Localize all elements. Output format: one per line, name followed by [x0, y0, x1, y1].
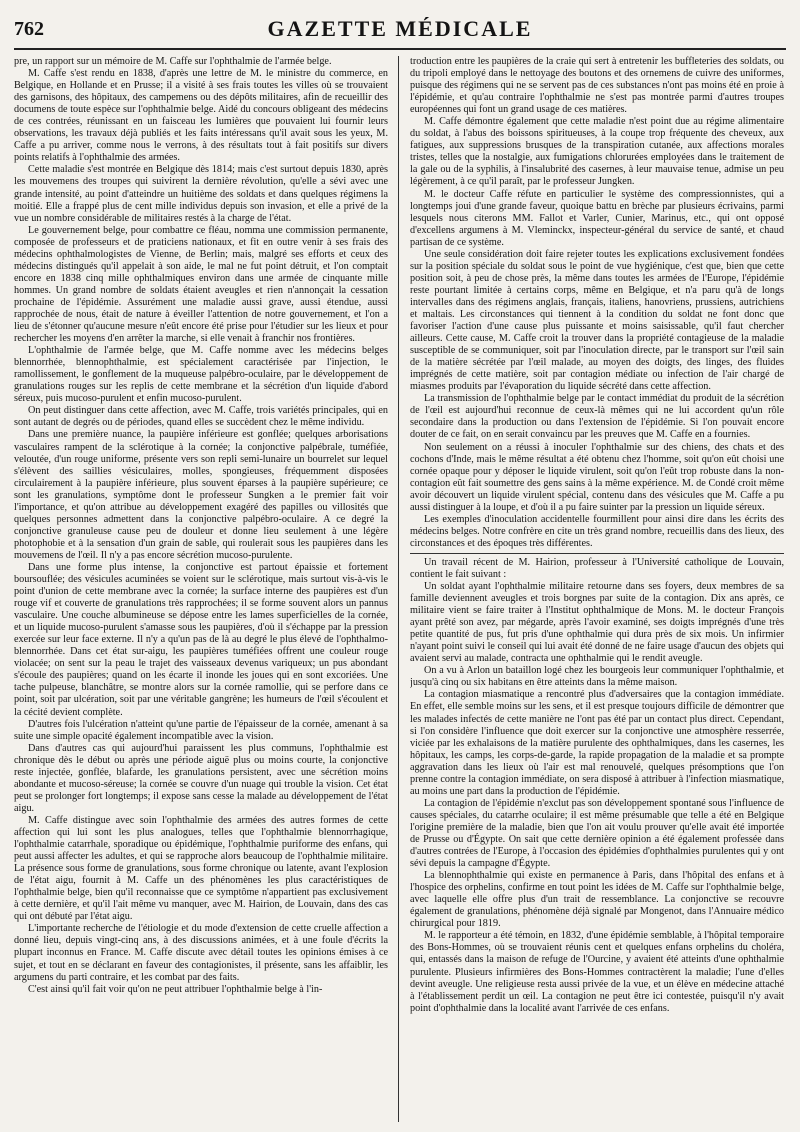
paragraph: C'est ainsi qu'il fait voir qu'on ne peut attribuer l'ophthalmie belge à l'in-	[28, 983, 323, 995]
paragraph: Les exemples d'inoculation accidentelle fourmillent pour ainsi dire dans les écrits des médecins belges. Notre confrère en cite un très grand nombre, recueillis dans des lieux, des circonstances et des époques très différentes.	[410, 514, 784, 554]
paragraph: L'importante recherche de l'étiologie et du mode d'extension de cette cruelle affection a donné lieu, depuis vingt-cinq ans, à des discussions animées, et à une foule d'écrits la plupart inconnus en France. M. Caffe discute avec détail toutes les opinions émises à ce sujet, et tout en se déclarant en faveur des contagionistes, il présente, sans les affaiblir, les argumens du parti contraire, et les combat par des faits.	[14, 923, 388, 983]
paragraph: On a vu à Arlon un bataillon logé chez les bourgeois leur communiquer l'ophthalmie, et jusqu'à cinq ou six habitans en être atteints dans la même maison.	[410, 665, 784, 689]
paragraph: Une seule considération doit faire rejeter toutes les explications exclusivement fondées sur la position spéciale du soldat sous le point de vue hygiénique, c'est que, bien que cette position soit, à peu de chose près, la même dans toutes les armées de l'Europe, l'épidémie reste pourtant limitée à certains corps, même en Belgique, et n'a paru qu'à de longs intervalles dans des régimens anglais, français, italiens, hanovriens, prussiens, autrichiens et maltais. Les circonstances qui tiennent à la condition du soldat ne font donc que favoriser l'action d'une cause plus puissante et moins saisissable, qu'il faut chercher ailleurs. Cette cause, M. Caffe croit la trouver dans la propriété contagieuse de la maladie susceptible de se communiquer, soit par l'inoculation directe, par le transport sur l'œil sain de la matière sécrétée par l'œil malade, au moyen des doigts, des linges, des fluides imprégnés de cette matière, soit par contagion médiate ou infection de l'air chargé de miasmes produits par l'évaporation du liquide sécrété dans cette affection.	[410, 248, 784, 393]
paragraph: M. Caffe démontre également que cette maladie n'est point due au régime alimentaire du soldat, à l'abus des boissons spiritueuses, à la coupe trop fréquente des cheveux, aux fatigues, aux suppressions brusques de la transpiration cutanée, aux affections morales tristes, telles que la nostalgie, aux fumigations chlorurées employées dans le traitement de la gale ou de la syphilis, à l'insalubrité des casernes, à leur mauvaise tenue, admise un peu légèrement, à ce qu'il paraît, par le professeur Jungken.	[410, 116, 784, 188]
left-column	[14, 56, 388, 1122]
paragraph: D'autres fois l'ulcération n'atteint qu'une partie de l'épaisseur de la cornée, amenant à sa suite une simple opacité également incompatible avec la vision.	[14, 718, 388, 742]
paragraph: La blennophthalmie qui existe en permanence à Paris, dans l'hôpital des enfans et à l'hospice des orphelins, confirme en tout point les idées de M. Caffe sur l'ophthalmie belge, avec laquelle elle offre plus d'un trait de ressemblance. La conjonctive se recouvre également de granulations, phénomène déjà signalé par Mongenot, dans l'Annuaire médico chirurgical pour 1819.	[410, 870, 784, 930]
journal-title: GAZETTE MÉDICALE	[267, 16, 533, 41]
page-number: 762	[14, 18, 44, 40]
paragraph: Dans une forme plus intense, la conjonctive est partout épaissie et fortement boursouflée; des vésicules acuminées se voient sur le sclérotique, mais surtout vis-à-vis le point d'union de cette membrane avec la cornée; la surface interne des paupières est d'un rouge vif et couverte de granulations très rapprochées; il se forme souvent alors un pannus vasculaire. Une couche albumineuse se dépose entre les lames superficielles de la cornée, et un liquide mucoso-purulent s'amasse sous les paupières, d'où il s'échappe par la pression exercée sur leur face externe. Il n'y a qu'un pas de là au degré le plus élevé de l'ophthalmo-blennorrhée. Dans cet état sur-aigu, les paupières tuméfiées offrent une couleur rouge violacée; on sent sur la peau le trajet des vaisseaux devenus variqueux; un pus abondant s'écoule des paupières; quand on les écarte il inonde les joues qui en sont excoriées. Une tache pulpeuse, blanchâtre, se montre alors sur la cornée ramollie, qui se perfore dans ce point, soit par ulcération, soit par une véritable gangrène; les humeurs de l'œil s'écoulent et la cécité devient complète.	[14, 561, 388, 718]
paragraph: La contagion de l'épidémie n'exclut pas son développement spontané sous l'influence de causes spéciales, du catarrhe oculaire; il est même présumable que telle a été en Belgique l'origine première de la maladie, bien que l'on ait voulu prouver qu'elle avait été importée de Prusse ou d'Égypte. On sait que cette dernière opinion a été également professée dans d'autres contrées de l'Europe, à l'occasion des épidémies d'ophthalmies purulentes qui y ont sévi depuis la campagne d'Égypte.	[410, 797, 784, 870]
paragraph: M. Caffe s'est rendu en 1838, d'après une lettre de M. le ministre du commerce, en Belgique, en Hollande et en Prusse; il a visité à ses frais toutes les villes où se trouvaient des garnisons, des hôpitaux, des campemens ou des dépôts militaires, afin de recueillir des documens de toute espèce sur l'ophthalmie belge. Aidé du concours obligeant des médecins de ces contrées, réunissant en un faisceau les lumières que pouvaient lui fournir leurs observations, les travaux déjà publiés et les faits intéressans qu'il avait sous les yeux, M. Caffe a pu arriver, comme nous le verrons, à des résultats tout à fait positifs sur divers points relatifs à l'ophthalmie des armées.	[14, 68, 388, 164]
column-divider	[398, 56, 399, 1122]
paragraph: Dans une première nuance, la paupière inférieure est gonflée; quelques arborisations vasculaires rampent de la sclérotique à la cornée; la conjonctive palpébrale, tuméfiée, veloutée, d'un rouge uniforme, présente vers son repli semi-lunaire un bourrelet sur lequel s'élèvent des saillies vésiculaires, molles, spongieuses, fréquemment disposées circulairement à la paupière inférieure, plus souvent éparses à la paupière supérieure; ce sont les granulations, symptôme dont le professeur Sungken a le premier fait voir l'importance, et qu'on attribue au développement exagéré des papilles ou villosités que quelques personnes admettent dans la conjonctive palpébro-oculaire. A ce degré la conjonctive granuleuse cause peu de douleur et donne lieu seulement à une légère photophobie et à la sensation d'un grain de sable, qui roulerait sous les paupières dans les mouvemens de l'œil. Il n'y a pas encore sécrétion mucoso-purulente.	[14, 429, 388, 561]
paragraph: Non seulement on a réussi à inoculer l'ophthalmie sur des chiens, des chats et des cochons d'Inde, mais le même résultat a été obtenu chez l'homme, soit qu'on eût choisi une cornée opaque pour y déposer le liquide virulent, soit qu'on l'eût trop robuste dans la non-contagion eût fait soumettre des gens sains à la même expérience. M. de Condé croit même avoir découvert un liquide virulent spécial, contenu dans des vésicules que M. Caffe a pu aussi distinguer à la loupe, et d'où il a pu faire suinter par la pression un liquide séreux.	[410, 441, 784, 513]
paragraph: Un soldat ayant l'ophthalmie militaire retourne dans ses foyers, deux membres de sa famille deviennent aveugles et trois borgnes par suite de la contagion. Dix ans après, ce militaire vient se faire traiter à l'Institut ophthalmique de Mons. M. le docteur François ayant prêté son avez, par mégarde, après l'avoir examiné, ses doigts imprégnés d'une très petite quantité de pus, fut pris d'une ophthalmie qui dura près de six mois. Un infirmier n'ayant point suivi le conseil qui lui avait été donné de ne faire usage d'aucun des objets qui avaient servi au malade, contracta une ophthalmie qui le rendit aveugle.	[410, 581, 784, 665]
paragraph: Dans d'autres cas qui aujourd'hui paraissent les plus communs, l'ophthalmie est chronique dès le début ou après une période aiguë plus ou moins courte, la conjonctive reste injectée, gonflée, blafarde, les granulations persistent, avec une sécrétion moins abondante et mucoso-séreuse; la cornée se couvre d'un nuage qui trouble la vision. Cet état peut se prolonger fort longtemps; il expose sans cesse la malade au développement de l'état aigu.	[14, 742, 388, 814]
paragraph: L'ophthalmie de l'armée belge, que M. Caffe nomme avec les médecins belges blennorrhée, blennophthalmie, est spécialement caractérisée par l'injection, le ramollissement, le gonflement de la muqueuse palpébro-oculaire, par le développement de granulations rouges sur les replis de cette membrane et la sécrétion d'un liquide d'abord séreux, puis mucoso-purulent et enfin mucoso-purulent.	[14, 345, 388, 405]
paragraph: On peut distinguer dans cette affection, avec M. Caffe, trois variétés principales, qui en sont autant de degrés ou de périodes, quand elles se succèdent chez le même individu.	[14, 405, 388, 429]
paragraph: Cette maladie s'est montrée en Belgique dès 1814; mais c'est surtout depuis 1830, après les mouvemens des troupes qui suivirent la dernière révolution, qu'elle a sévi avec une grande intensité, au point d'atteindre un huitième des soldats et dans quelques régimens la moitié. Elle a frappé plus de cent mille individus depuis son invasion, et elle a privé de la vue un nombre considérable de militaires restés à la charge de l'état.	[14, 164, 388, 224]
right-column	[410, 56, 784, 1122]
paragraph: pre, un rapport sur un mémoire de M. Caffe sur l'ophthalmie de l'armée belge.	[14, 56, 332, 67]
paragraph: M. le rapporteur a été témoin, en 1832, d'une épidémie semblable, à l'hôpital temporaire des Bons-Hommes, où se trouvaient réunis cent et quelques enfans orphelins du choléra, qui, entassés dans la maison de refuge de l'Ourcine, y avaient été atteints d'une ophthalmie purulente. Plusieurs infirmières des Bons-Hommes contractèrent la maladie; l'une d'elles devint aveugle. Une religieuse resta aussi privée de la vue, et un élève en médecine attaché à l'établissement perdit un œil. La contagion ne peut être ici contestée, puisqu'il n'y avait point d'ophthalmie dans la localité avant l'arrivée de ces enfans.	[410, 930, 784, 1014]
paragraph: M. Caffe distingue avec soin l'ophthalmie des armées des autres formes de cette affection qui lui sont les plus analogues, telles que l'ophthalmie blennorrhagique, l'ophthalmie catarrhale, sporadique ou épidémique, l'ophthalmie puriforme des enfans, qui peut aussi affecter les adultes, et qui se rapproche alors beaucoup de l'ophthalmie militaire. La présence sous forme de granulations, sous forme chronique ou latente, avant l'explosion de l'état aigu, fournit à M. Caffe un des phénomènes les plus caractéristiques de l'ophthalmie belge, bien qu'il reconnaisse que ce symptôme n'appartient pas exclusivement à cette dernière, et qu'il l'ait même vu manquer, avec M. Hairion, de Louvain, dans des cas qui ont débuté par l'état aigu.	[14, 814, 388, 923]
paragraph: troduction entre les paupières de la craie qui sert à entretenir les buffleteries des soldats, ou du tripoli employé dans le nettoyage des boutons et des ornemens de cuivre des uniformes, puisque des régimens qui ne se servent pas de ces substances n'ont pas moins été en proie à l'épidémie, et qu'au contraire l'ophthalmie ne s'est pas montrée parmi d'autres troupes européennes qui font un grand usage de ces matières.	[410, 56, 784, 116]
paragraph: Le gouvernement belge, pour combattre ce fléau, nomma une commission permanente, composée de professeurs et de praticiens nationaux, et fit en outre venir à ses frais des médecins ophthalmologistes de Vienne, de Berlin; mais, malgré ses efforts et ceux des médecins distingués qu'il appelait à son aide, le mal ne fut point détruit, et l'on comptait encore en 1838 cinq mille ophthalmiques environ dans une armée de cinquante mille hommes. Un grand nombre de soldats étaient aveugles et rien n'annonçait la cessation prochaine de l'épidémie. Assurément une maladie aussi grave, aussi étendue, aussi rapprochée de nous, était de nature à éveiller l'attention de notre gouvernement, et l'on a lieu de s'étonner qu'aucune mesure n'eût encore été prise pour l'étudier sur les lieux et pour rechercher les moyens d'en arrêter la marche, si elle venait à franchir nos frontières.	[14, 224, 388, 345]
paragraph: M. le docteur Caffe réfute en particulier le système des compressionnistes, qui a longtemps joui d'une grande faveur, quoique battu en brèche par plusieurs écrivains, parmi lesquels nous citerons MM. Fallot et Varler, Cunier, Marinus, etc., qui ont opposé d'excellens argumens à M. Vleminckx, inspecteur-général du service de santé, et chaud partisan de ce système.	[410, 188, 784, 248]
paragraph: La transmission de l'ophthalmie belge par le contact immédiat du produit de la sécrétion de l'œil est aujourd'hui reconnue de ceux-là mêmes qui ne lui accordent qu'un rôle secondaire dans la production ou dans l'extension de l'épidémie. Si l'on pouvait encore douter de ce fait, on en serait convaincu par les preuves que M. Caffe en a fournies.	[410, 393, 784, 441]
page-header	[14, 14, 786, 50]
paragraph: La contagion miasmatique a rencontré plus d'adversaires que la contagion immédiate. En effet, elle semble moins sur les sens, et il est presque toujours difficile de démontrer que les malades infectés de cette manière ne l'ont pas été par un contact plus direct. Cependant, si l'on considère l'influence que doit exercer sur la conjonctive une atmosphère resserrée, viciée par les exhalaisons de la matière purulente des ophthalmiques, dans les casernes, les hôpitaux, les camps, les corps-de-garde, la rapide propagation de la maladie et sa prompte aggravation dans les lieux où l'air est mal renouvelé, quelques présomptions que l'on prenne contre la contagion immédiate, on sera disposé à attribuer à l'infection miasmatique, au moins une part dans la production de l'épidémie.	[410, 689, 784, 797]
paragraph: Un travail récent de M. Hairion, professeur à l'Université catholique de Louvain, contient le fait suivant :	[410, 556, 784, 580]
